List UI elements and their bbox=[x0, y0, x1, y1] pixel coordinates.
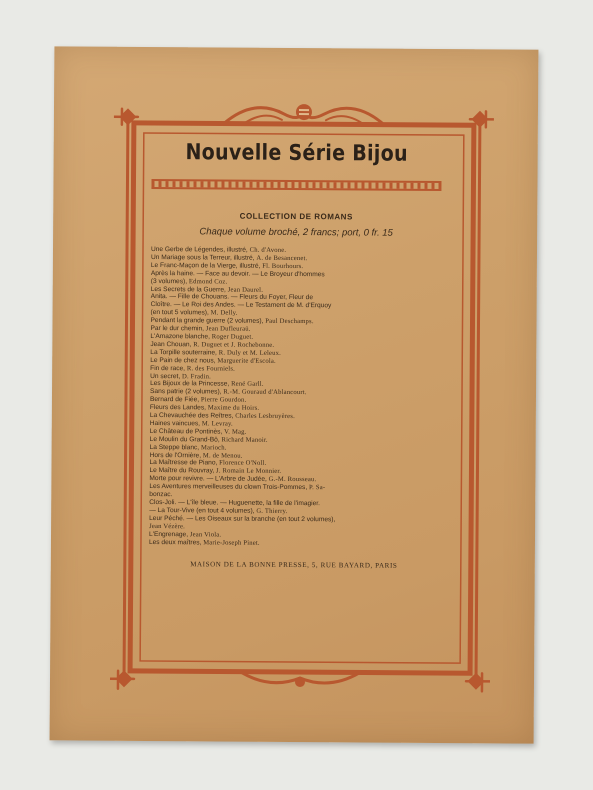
book-title: Haines vaincues, bbox=[149, 419, 201, 428]
book-author: Jean Viola. bbox=[189, 530, 222, 539]
collection-heading: COLLECTION DE ROMANS bbox=[239, 211, 353, 222]
book-title: Le Château de Pontinès, bbox=[149, 427, 223, 436]
book-title: Clos-Joli. — L'île bleue. — Huguenette, la fille de l'imagier. bbox=[149, 498, 321, 508]
book-title: Cloître. — Le Roi des Andes. — Le Testament de M. d'Erquoy bbox=[150, 301, 332, 310]
book-title: (en tout 5 volumes), bbox=[150, 309, 209, 317]
book-author: Jean Vézère. bbox=[149, 522, 186, 530]
book-author: Fl. Bourhours. bbox=[262, 262, 304, 270]
book-author: J. Romain Le Monnier. bbox=[216, 467, 282, 476]
book-title: Un secret, bbox=[150, 372, 181, 380]
book-title: bonzac. bbox=[149, 491, 173, 499]
book-title: Une Gerbe de Légendes, illustré, bbox=[150, 245, 248, 254]
book-author: Maxime du Hoirs. bbox=[207, 404, 260, 412]
book-title: Jean Chouan, bbox=[150, 340, 192, 349]
book-title: Hors de l'Ornière, bbox=[149, 451, 202, 459]
book-back-cover bbox=[50, 46, 539, 743]
book-title: La Steppe blanc, bbox=[149, 443, 200, 451]
book-author: A. de Besancenet. bbox=[256, 254, 308, 262]
book-author: Paul Deschamps. bbox=[265, 317, 314, 326]
book-title: — La Tour-Vive (en tout 4 volumes), bbox=[149, 506, 255, 515]
book-author: Pierre Gourdon. bbox=[200, 396, 247, 404]
book-title: Un Mariage sous la Terreur, illustré, bbox=[150, 253, 255, 262]
book-author: M. de Menou. bbox=[202, 451, 243, 460]
book-title: Bernard de Fiée, bbox=[149, 396, 200, 404]
book-title: Après la haine. — Face au devoir. — Le Broyeur d'hommes bbox=[150, 269, 325, 278]
book-author: Marie-Joseph Pinet. bbox=[203, 538, 260, 547]
book-title: Morte pour revivre. — L'Arbre de Judée, bbox=[149, 475, 267, 484]
book-author: P. Sa- bbox=[308, 484, 326, 492]
book-title: Les Bijoux de la Princesse, bbox=[150, 380, 230, 388]
book-author: R.-M. Gouraud d'Ablancourt. bbox=[223, 388, 307, 397]
price-line: Chaque volume broché, 2 francs; port, 0 fr. 15 bbox=[199, 226, 393, 239]
book-author: G. Thierry. bbox=[256, 507, 288, 515]
book-author: R. des Fourniels. bbox=[186, 364, 235, 373]
book-title: Le Pain de chez nous, bbox=[150, 356, 216, 365]
book-author: R. Duly et M. Leleux. bbox=[218, 349, 282, 357]
cover-content bbox=[149, 117, 442, 570]
book-author: Edmond Coz. bbox=[188, 277, 228, 286]
book-author: Marguerite d'Escola. bbox=[217, 357, 276, 365]
book-author: G.-M. Rousseau. bbox=[268, 476, 317, 484]
book-title: (3 volumes), bbox=[150, 277, 188, 285]
book-title: Le Maître du Rouvray, bbox=[149, 467, 215, 475]
book-title: Les deux maîtres, bbox=[148, 538, 202, 546]
book-author: Roger Duguet. bbox=[211, 333, 254, 341]
book-title: La Torpille souterraine, bbox=[150, 348, 217, 357]
book-author: Jean Dufleuraü. bbox=[205, 325, 251, 333]
book-author: Jean Daurel. bbox=[227, 286, 264, 294]
book-title: Le Moulin du Grand-Bô, bbox=[149, 435, 220, 444]
book-title: Anita. — Fille de Chouans. — Fleurs du Foyer, Fleur de bbox=[150, 293, 314, 302]
book-title: Fin de race, bbox=[150, 364, 186, 372]
book-list bbox=[149, 246, 441, 548]
book-author: Ch. d'Avone. bbox=[249, 246, 287, 254]
book-title: Sans patrie (2 volumes), bbox=[149, 388, 222, 396]
book-title: L'Engrenage, bbox=[149, 530, 189, 538]
book-author: Richard Manoir. bbox=[221, 436, 268, 444]
title-divider bbox=[151, 179, 441, 191]
book-title: Les Secrets de la Guerre, bbox=[150, 285, 226, 294]
book-title: Fleurs des Landes, bbox=[149, 404, 207, 412]
book-author: M. Levray. bbox=[201, 420, 233, 428]
book-author: R. Duguet et J. Rochebonne. bbox=[193, 341, 275, 349]
book-title: La Chevauchée des Reîtres, bbox=[149, 412, 234, 420]
book-author: M. Delly. bbox=[210, 309, 238, 317]
book-list-item bbox=[149, 539, 439, 549]
book-author: Charles Lesbruyères. bbox=[235, 412, 295, 421]
book-title: La Maîtresse de Piano, bbox=[149, 459, 218, 467]
publisher-imprint: MAISON DE LA BONNE PRESSE, 5, RUE BAYARD, PARIS bbox=[190, 560, 398, 571]
book-title: Par le dur chemin, bbox=[150, 325, 204, 333]
book-author: René Garll. bbox=[231, 380, 264, 389]
book-title: Les Aventures merveilleuses du clown Trois-Pommes, bbox=[149, 483, 308, 492]
book-author: Florence O'Noll. bbox=[219, 459, 267, 468]
series-title: Nouvelle Série Bijou bbox=[185, 139, 408, 167]
book-title: Leur Péché. — Les Oiseaux sur la branche (en tout 2 volumes), bbox=[149, 514, 336, 524]
book-title: Le Franc-Maçon de la Vierge, illustré, bbox=[150, 261, 261, 270]
book-title: L'Amazone blanche, bbox=[150, 332, 210, 341]
book-author: Marioch. bbox=[200, 444, 227, 452]
book-author: V. Mag. bbox=[224, 428, 247, 436]
book-title: Pendant la grande guerre (2 volumes), bbox=[150, 317, 264, 325]
book-author: D. Fradin. bbox=[182, 372, 211, 380]
